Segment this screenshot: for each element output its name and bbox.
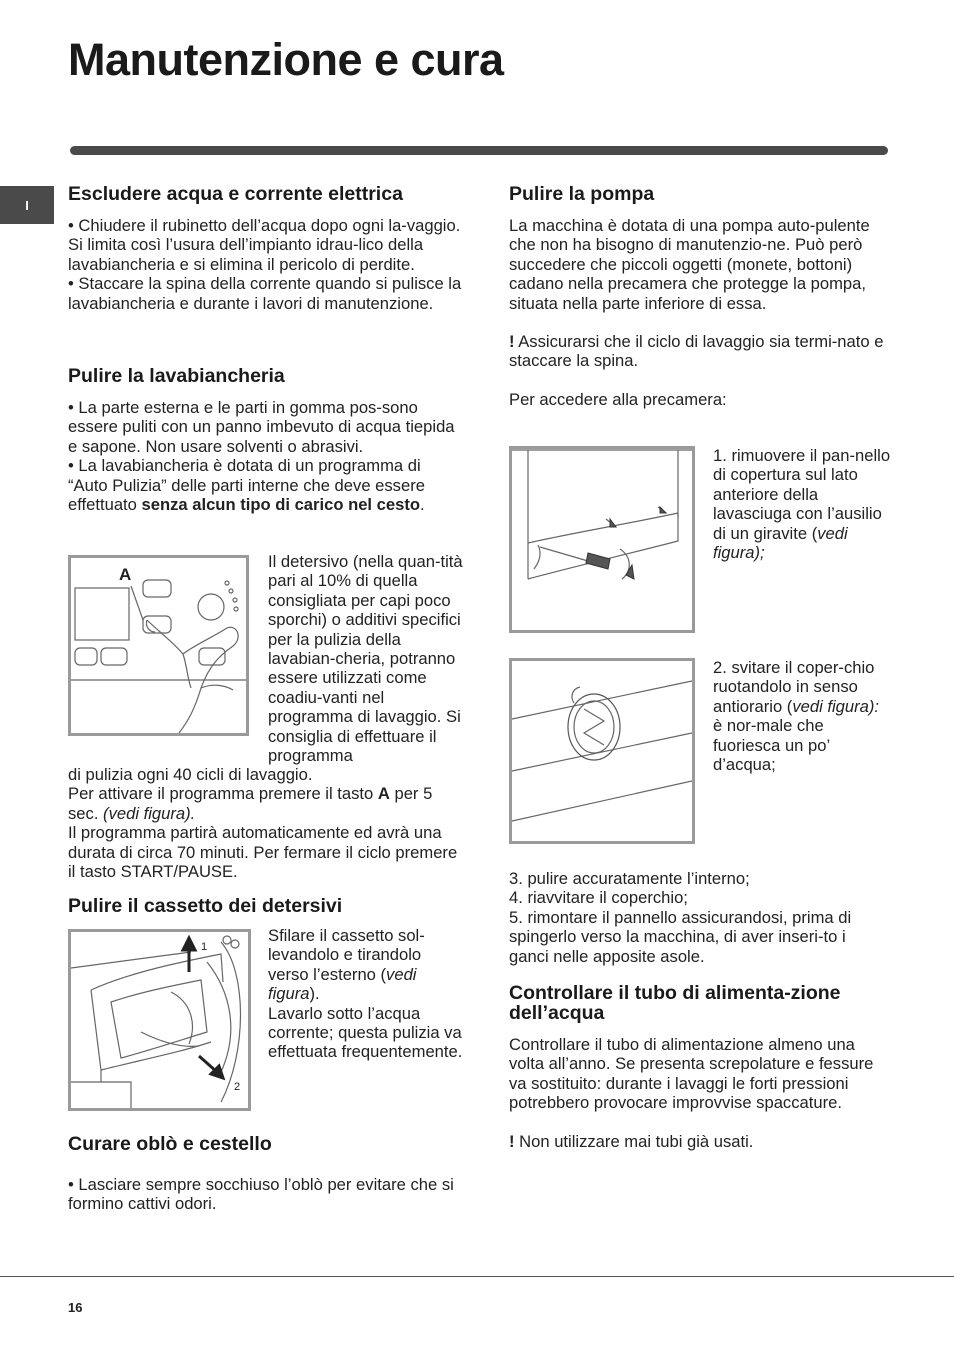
paragraph: 1. rimuovere il pan-nello di copertura sul lato anteriore della lavasciuga con l’ausilio di un giravite (vedi figura); <box>713 446 891 563</box>
unscrew-cover-figure <box>509 658 695 844</box>
paragraph: Controllare il tubo di alimentazione almeno una volta all’anno. Se presenta screpolature e fessure va sostituito: durante i lavaggi le forti pressioni potrebbero provocare improvvise spaccature. <box>509 1035 874 1113</box>
paragraph: Per attivare il programma premere il tasto A per 5 sec. (vedi figura). <box>68 784 433 823</box>
warning-icon: ! <box>509 332 515 352</box>
step-1 <box>713 446 891 562</box>
section-oblo <box>68 1134 464 1214</box>
section-cassetto <box>68 896 464 916</box>
footer-divider <box>0 1276 954 1277</box>
section-title: Curare oblò e cestello <box>68 1133 272 1155</box>
step-number-1: 1 <box>201 941 208 953</box>
paragraph: • Staccare la spina della corrente quando si pulisce la lavabiancheria e durante i lavori di manutenzione. <box>68 274 462 313</box>
list-item: 4. riavvitare il coperchio; <box>509 888 688 908</box>
paragraph: La macchina è dotata di una pompa auto-pulente che non ha bisogno di manutenzio-ne. Può però succedere che piccoli oggetti (monete, bottoni) cadano nella precamera che protegge la pompa, situata nella parte inferiore di essa. <box>509 216 870 313</box>
section-escludere <box>68 184 464 313</box>
paragraph: • La lavabiancheria è dotata di un programma di “Auto Pulizia” delle parti interne che deve essere effettuato senza alcun tipo di carico nel cesto. <box>68 456 425 515</box>
remove-panel-figure <box>509 446 695 633</box>
drawer-instructions <box>268 926 466 1062</box>
steps-3-5 <box>509 869 889 966</box>
paragraph: • Chiudere il rubinetto dell’acqua dopo ogni la-vaggio. Si limita così l’usura dell’impianto idrau-lico della lavabiancheria e si elimina il pericolo di perdite. <box>68 216 461 274</box>
title-divider <box>70 146 888 155</box>
step-number-2: 2 <box>234 1081 241 1093</box>
paragraph: • La parte esterna e le parti in gomma pos-sono essere puliti con un panno imbevuto di acqua tiepida e sapone. Non usare solventi o abrasivi. <box>68 398 455 456</box>
page-title: Manutenzione e cura <box>68 34 504 85</box>
warning-icon: ! <box>509 1131 515 1151</box>
section-tubo <box>509 983 889 1151</box>
warning-note: ! Non utilizzare mai tubi già usati. <box>509 1131 754 1151</box>
list-item: 5. rimontare il pannello assicurandosi, prima di spingerlo verso la macchina, di aver inseri-to i ganci nelle apposite asole. <box>509 907 852 966</box>
paragraph: 2. svitare il coper-chio ruotandolo in senso antiorario (vedi figura): è nor-male che fuoriesca un po’ d’acqua; <box>713 658 880 775</box>
paragraph: Il programma partirà automaticamente ed avrà una durata di circa 70 minuti. Per fermare il ciclo premere il tasto START/PAUSE. <box>68 823 458 882</box>
key-a-label: A <box>119 565 132 584</box>
warning-note: ! Assicurarsi che il ciclo di lavaggio sia termi-nato e staccare la spina. <box>509 332 884 371</box>
section-title: Pulire il cassetto dei detersivi <box>68 895 343 917</box>
section-title: Controllare il tubo di alimenta-zione dell’acqua <box>509 982 841 1024</box>
paragraph: Lavarlo sotto l’acqua corrente; questa pulizia va effettuata frequentemente. <box>268 1003 463 1062</box>
section-title: Pulire la pompa <box>509 183 655 205</box>
paragraph: di pulizia ogni 40 cicli di lavaggio. <box>68 765 313 784</box>
section-title: Escludere acqua e corrente elettrica <box>68 183 403 205</box>
language-tab: I <box>0 186 54 224</box>
paragraph: • Lasciare sempre socchiuso l’oblò per evitare che si formino cattivi odori. <box>68 1175 454 1214</box>
paragraph: Il detersivo (nella quan-tità pari al 10% di quella consigliata per capi poco sporchi) o additivi specifici per la pulizia della lavabian-cheria, potranno essere utilizzati come coadiu-vanti nel programma di lavaggio. Si consiglia di effettuare il programma <box>268 552 463 766</box>
paragraph: Sfilare il cassetto sol-levandolo e tirandolo verso l’esterno (vedi figura). <box>268 926 425 1004</box>
control-panel-figure <box>68 555 249 736</box>
detergent-drawer-figure <box>68 929 251 1111</box>
section-pulire-lavabiancheria <box>68 366 464 514</box>
section-pompa <box>509 184 889 409</box>
list-item: 3. pulire accuratamente l’interno; <box>509 869 750 888</box>
page-number: 16 <box>68 1300 83 1315</box>
section-title: Pulire la lavabiancheria <box>68 365 285 387</box>
paragraph: Per accedere alla precamera: <box>509 389 727 409</box>
detergent-note <box>268 552 466 765</box>
step-2 <box>713 658 891 774</box>
auto-clean-instructions <box>68 765 464 881</box>
